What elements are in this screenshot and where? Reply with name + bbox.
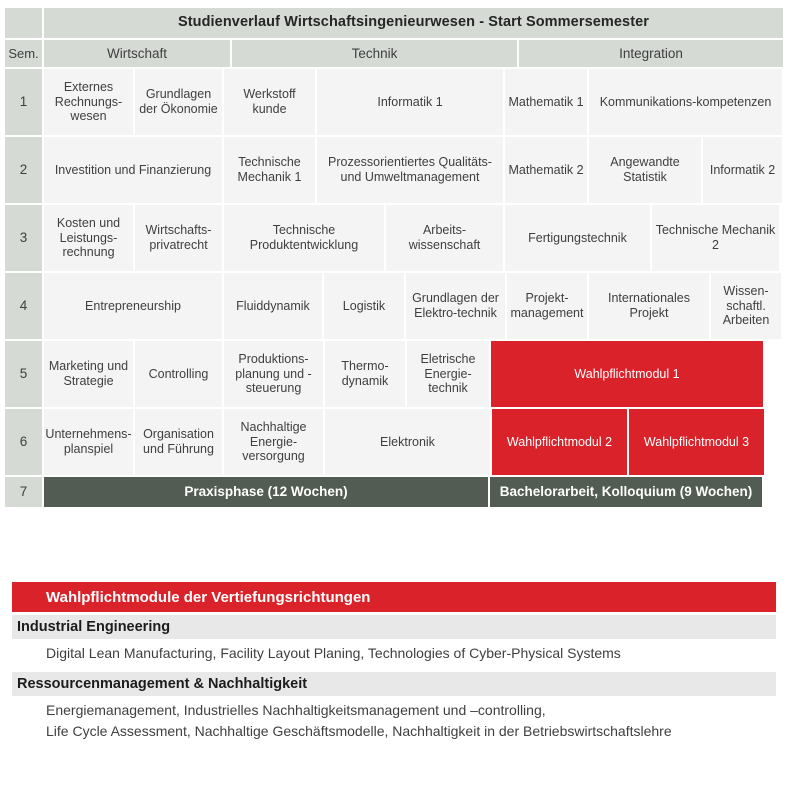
elective-track-heading: Industrial Engineering — [12, 615, 776, 639]
semester-number: 7 — [5, 477, 42, 507]
group-header-integration: Integration — [519, 40, 783, 67]
module-cell: Grundlagen der Ökonomie — [135, 69, 222, 135]
module-cell: Technische Mechanik 1 — [224, 137, 315, 203]
semester-number: 6 — [5, 409, 42, 475]
module-cell: Logistik — [324, 273, 404, 339]
module-cell: Eletrische Energie-technik — [407, 341, 489, 407]
elective-track-heading: Ressourcenmanagement & Nachhaltigkeit — [12, 672, 776, 696]
module-cell: Kosten und Leistungs-rechnung — [44, 205, 133, 271]
module-cell: Fertigungstechnik — [505, 205, 650, 271]
semester-number: 3 — [5, 205, 42, 271]
module-cell: Angewandte Statistik — [589, 137, 701, 203]
elective-module-list — [12, 639, 776, 669]
phase-cell: Praxisphase (12 Wochen) — [44, 477, 488, 507]
module-cell: Unternehmens-planspiel — [44, 409, 133, 475]
module-cell: Technische Produktentwicklung — [224, 205, 384, 271]
group-header-technik: Technik — [232, 40, 517, 67]
module-cell: Organisation und Führung — [135, 409, 222, 475]
group-header-row — [5, 40, 783, 67]
title-row-spacer — [5, 8, 42, 38]
electives-legend — [12, 582, 776, 747]
semester-row — [5, 409, 783, 475]
semester-rows — [5, 69, 783, 507]
module-cell: Produktions-planung und -steuerung — [224, 341, 323, 407]
phase-cell: Bachelorarbeit, Kolloquium (9 Wochen) — [490, 477, 762, 507]
module-cell: Internationales Projekt — [589, 273, 709, 339]
module-cell: Mathematik 2 — [505, 137, 587, 203]
table-title-row — [5, 8, 783, 38]
elective-module-list — [12, 696, 776, 747]
elective-module-cell: Wahlpflichtmodul 3 — [629, 409, 764, 475]
module-cell: Prozessorientiertes Qualitäts- und Umweltmanagement — [317, 137, 503, 203]
module-cell: Investition und Finanzierung — [44, 137, 222, 203]
module-cell: Technische Mechanik 2 — [652, 205, 779, 271]
semester-row — [5, 69, 783, 135]
semester-row — [5, 341, 783, 407]
curriculum-table — [5, 8, 783, 509]
module-cell: Wissen-schaftl. Arbeiten — [711, 273, 781, 339]
module-cell: Marketing und Strategie — [44, 341, 133, 407]
module-cell: Fluiddynamik — [224, 273, 322, 339]
module-cell: Thermo-dynamik — [325, 341, 405, 407]
module-cell: Werkstoff kunde — [224, 69, 315, 135]
semester-row — [5, 477, 783, 507]
semester-row — [5, 273, 783, 339]
module-cell: Informatik 1 — [317, 69, 503, 135]
electives-banner: Wahlpflichtmodule der Vertiefungsrichtungen — [12, 582, 776, 612]
module-cell: Externes Rechnungs-wesen — [44, 69, 133, 135]
module-cell: Projekt-management — [507, 273, 587, 339]
module-cell: Elektronik — [325, 409, 490, 475]
module-cell: Grundlagen der Elektro-technik — [406, 273, 505, 339]
elective-module-line: Energiemanagement, Industrielles Nachhaltigkeitsmanagement und –controlling, — [46, 701, 546, 718]
module-cell: Arbeits-wissenschaft — [386, 205, 503, 271]
semester-number: 4 — [5, 273, 42, 339]
module-cell: Mathematik 1 — [505, 69, 587, 135]
module-cell: Controlling — [135, 341, 222, 407]
module-cell: Kommunikations-kompetenzen — [589, 69, 782, 135]
semester-column-header: Sem. — [5, 40, 42, 67]
semester-number: 1 — [5, 69, 42, 135]
elective-module-line: Digital Lean Manufacturing, Facility Layout Planing, Technologies of Cyber-Physical Systems — [46, 645, 621, 661]
electives-sections — [12, 615, 776, 747]
semester-row — [5, 137, 783, 203]
elective-module-cell: Wahlpflichtmodul 1 — [491, 341, 763, 407]
module-cell: Nachhaltige Energie-versorgung — [224, 409, 323, 475]
page-title: Studienverlauf Wirtschaftsingenieurwesen - Start Sommersemester — [44, 8, 783, 38]
module-cell: Wirtschafts-privatrecht — [135, 205, 222, 271]
semester-row — [5, 205, 783, 271]
group-header-wirtschaft: Wirtschaft — [44, 40, 230, 67]
elective-module-line: Life Cycle Assessment, Nachhaltige Geschäftsmodelle, Nachhaltigkeit in der Betriebswirtschaftslehre — [46, 723, 672, 740]
semester-number: 5 — [5, 341, 42, 407]
module-cell: Entrepreneurship — [44, 273, 222, 339]
elective-module-cell: Wahlpflichtmodul 2 — [492, 409, 627, 475]
module-cell: Informatik 2 — [703, 137, 782, 203]
semester-number: 2 — [5, 137, 42, 203]
